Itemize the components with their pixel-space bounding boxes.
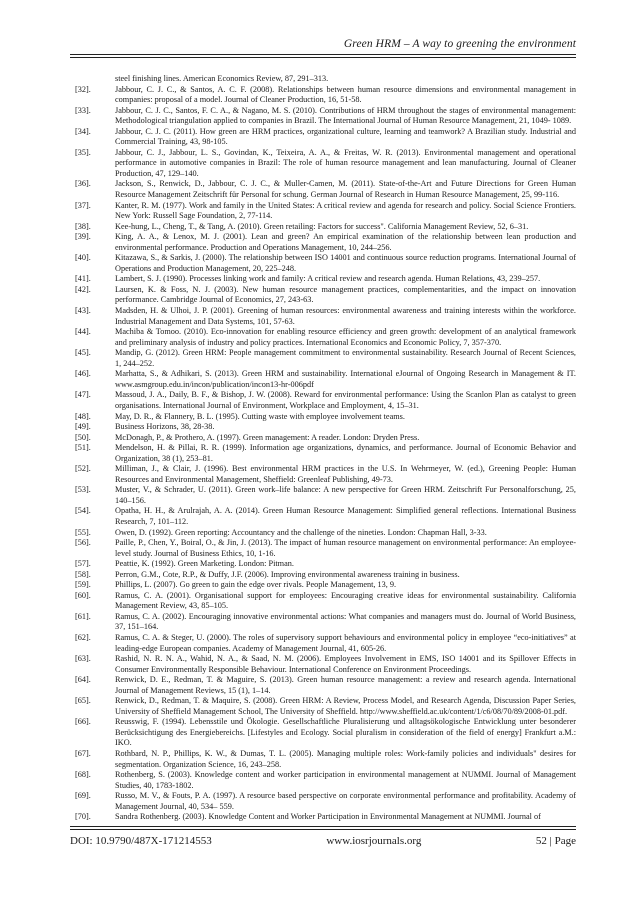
reference-number: [53]. xyxy=(75,485,91,495)
reference-number: [52]. xyxy=(75,464,91,474)
reference-number: [65]. xyxy=(75,696,91,706)
reference-number: [68]. xyxy=(75,770,91,780)
reference-text: Jabbour, C. J. C., Santos, F. C. A., & Nagano, M. S. (2010). Contributions of HRM throughout the stages of environmental management: Methodological triangulation applied to companies in Brazil. The International Journal of Human Resource Management, 21, 1049- 1089. xyxy=(115,105,576,126)
reference-number: [55]. xyxy=(75,527,91,537)
footer-rule xyxy=(70,829,576,830)
reference-item xyxy=(75,633,576,654)
reference-number: [36]. xyxy=(75,179,91,189)
reference-text: Rashid, N. R. N. A., Wahid, N. A., & Saad, N. M. (2006). Employees Involvement in EMS, ISO 14001 and its Spillover Effects in Consumer Environmentally Responsible Behaviour. International Conference on Environment Proceedings. xyxy=(115,654,576,674)
reference-text: Opatha, H. H., & Arulrajah, A. A. (2014). Green Human Resource Management: Simplified general reflections. International Business Research, 7, 101–112. xyxy=(115,506,576,526)
reference-item xyxy=(75,422,576,433)
reference-item xyxy=(75,253,576,274)
reference-item xyxy=(75,285,576,306)
footer-rule-thin xyxy=(70,826,576,827)
reference-number: [49]. xyxy=(75,422,91,432)
reference-text: Lambert, S. J. (1990). Processes linking work and family: A critical review and research agenda. Human Relations, 43, 239–257. xyxy=(115,274,541,284)
reference-number: [54]. xyxy=(75,506,91,516)
reference-text: Laursen, K. & Foss, N. J. (2003). New human resource management practices, complementarities, and the impact on innovation performance. Cambridge Journal of Economics, 27, 243-63. xyxy=(115,284,576,305)
reference-text: Kitazawa, S., & Sarkis, J. (2000). The relationship between ISO 14001 and continuous source reduction programs. International Journal of Operations and Production Management, 20, 225–248. xyxy=(115,253,576,273)
reference-item xyxy=(75,485,576,506)
reference-number: [44]. xyxy=(75,327,91,337)
reference-item xyxy=(75,274,576,285)
reference-item xyxy=(75,791,576,812)
reference-item xyxy=(75,348,576,369)
reference-number: [39]. xyxy=(75,232,91,242)
reference-item xyxy=(75,85,576,106)
reference-text: Paille, P., Chen, Y., Boiral, O., & Jin, J. (2013). The impact of human resource management on environmental performance: An employee-level study. Journal of Business Ethics, 10, 1-16. xyxy=(115,538,576,558)
reference-text: Ramus, C. A. (2002). Encouraging innovative environmental actions: What companies and managers must do. Journal of World Business, 37, 151–164. xyxy=(115,611,576,632)
reference-text: Marhatta, S., & Adhikari, S. (2013). Green HRM and sustainability. International eJournal of Ongoing Research in Management & IT. www.asmgroup.edu.in/incon/publication/incon13-hr-006pdf xyxy=(115,369,576,389)
reference-text: King, A. A., & Lenox, M. J. (2001). Lean and green? An empirical examination of the relationship between lean production and environmental performance. Production and Operations Management, 10, 244–256. xyxy=(115,232,576,252)
reference-text: Peattie, K. (1992). Green Marketing. London: Pitman. xyxy=(115,559,294,569)
reference-item xyxy=(75,106,576,127)
reference-text: Machiba & Tomoo. (2010). Eco-innovation for enabling resource efficiency and green growth: development of an analytical framework and preliminary analysis of industry and policy practices. International Economics and Economic Policy, 7, 357-370. xyxy=(115,327,576,347)
reference-text: Reusswig, F. (1994). Lebensstile und Ökologie. Gesellschaftliche Pluralisierung und alltagsökologische Entwicklung unter besonderer Berücksichtigung des Energiebereichs. [Lifestyles and Ecology. Social pluralism in consideration of the field of energy] Frankfurt a.M.: IKO. xyxy=(115,717,576,748)
reference-item xyxy=(75,127,576,148)
reference-item xyxy=(75,770,576,791)
reference-number: [69]. xyxy=(75,791,91,801)
reference-text: Ramus, C. A. (2001). Organisational support for employees: Encouraging creative ideas for environmental sustainability. California Management Review, 43, 85–105. xyxy=(115,590,576,611)
reference-number: [38]. xyxy=(75,221,91,231)
reference-number: [58]. xyxy=(75,569,91,579)
reference-text: Mendelson, H. & Pillai, R. R. (1999). Information age organizations, dynamics, and performance. Journal of Economic Behavior and Organization, 38 (1), 253–81. xyxy=(115,443,576,463)
reference-item xyxy=(75,369,576,390)
reference-number: [41]. xyxy=(75,274,91,284)
header-rule-thin xyxy=(70,57,576,58)
reference-item xyxy=(75,201,576,222)
reference-number: [56]. xyxy=(75,538,91,548)
reference-number: [67]. xyxy=(75,749,91,758)
reference-text: Muster, V., & Schrader, U. (2011). Green work–life balance: A new perspective for Green HRM. Zeitschrift Fur Personalforschung, 25, 140–156. xyxy=(115,485,576,505)
reference-number: [59]. xyxy=(75,580,91,590)
reference-item xyxy=(75,506,576,527)
reference-text: Rothenberg, S. (2003). Knowledge content and worker participation in environmental management at NUMMI. Journal of Management Studies, 40, 1783-1802. xyxy=(115,770,576,790)
reference-item xyxy=(75,591,576,612)
running-title: Green HRM – A way to greening the environment xyxy=(343,38,576,50)
reference-number: [51]. xyxy=(75,443,91,453)
reference-text: Mandip, G. (2012). Green HRM: People management commitment to environmental sustainability. Research Journal of Recent Sciences, 1, 244–252. xyxy=(115,348,576,368)
reference-item xyxy=(75,433,576,444)
reference-number: [63]. xyxy=(75,654,91,664)
reference-item xyxy=(75,538,576,559)
page-header xyxy=(70,38,576,58)
reference-item xyxy=(75,528,576,539)
reference-number: [60]. xyxy=(75,590,91,600)
reference-text: Kanter, R. M. (1977). Work and family in the United States: A critical review and agenda for research and policy. Social Science Frontiers. New York: Russell Sage Foundation, 2, 77-114. xyxy=(115,200,576,221)
reference-text: Milliman, J., & Clair, J. (1996). Best environmental HRM practices in the U.S. In Wehrmeyer, W. (ed.), Greening People: Human Resources and Environmental Management, Sheffield: Greenleaf Publishing, 49-73. xyxy=(115,464,576,484)
reference-text: Jabbour, C. J., Jabbour, L. S., Govindan, K., Teixeira, A. A., & Freitas, W. R. (2013). Environmental management and operational performance in automotive companies in Brazil: The role of human resource management and lean manufacturing. Journal of Cleaner Production, 47, 129–140. xyxy=(115,147,576,178)
reference-item xyxy=(75,232,576,253)
reference-text: Jabbour, C. J. C., & Santos, A. C. F. (2008). Relationships between human resource dimensions and environmental management in companies: proposal of a model. Journal of Cleaner Production, 16, 51-58. xyxy=(115,84,576,105)
reference-item xyxy=(75,179,576,200)
reference-number: [48]. xyxy=(75,411,91,421)
reference-text: Jackson, S., Renwick, D., Jabbour, C. J. C., & Muller-Camen, M. (2011). State-of-the-Art and Future Directions for Green Human Resource Management Zeitschrift für Personal for schung. German Journal of Research in Human Resource Management, 25, 99-116. xyxy=(115,179,576,200)
reference-number: [35]. xyxy=(75,147,91,157)
reference-number: [42]. xyxy=(75,284,91,294)
reference-text: Ramus, C. A. & Steger, U. (2000). The roles of supervisory support behaviours and environmental policy in employee “eco-initiatives” at leading-edge European companies. Academy of Management Journal, 41, 605-26. xyxy=(115,632,576,653)
reference-text: Massoud, J. A., Daily, B. F., & Bishop, J. W. (2008). Reward for environmental performance: Using the Scanlon Plan as catalyst to green organisations. International Journal of Environment, Workplace and Employment, 4, 15–31. xyxy=(115,390,576,410)
reference-text: Kee-hung, L., Cheng, T., & Tang, A. (2010). Green retailing: Factors for success". California Management Review, 52, 6–31. xyxy=(115,221,529,231)
reference-item xyxy=(75,148,576,180)
reference-item xyxy=(75,306,576,327)
reference-number: [47]. xyxy=(75,390,91,400)
reference-text: May, D. R., & Flannery, B. L. (1995). Cutting waste with employee involvement teams. xyxy=(115,411,405,421)
reference-number: [45]. xyxy=(75,348,91,358)
reference-number: [50]. xyxy=(75,432,91,442)
reference-text: steel finishing lines. American Economics Review, 87, 291–313. xyxy=(115,74,329,83)
reference-text: Jabbour, C. J. C. (2011). How green are HRM practices, organizational culture, learning and teamwork? A Brazilian study. Industrial and Commercial Training, 43, 98-105. xyxy=(115,126,576,147)
reference-item xyxy=(75,74,576,85)
reference-item xyxy=(75,675,576,696)
reference-item xyxy=(75,222,576,233)
reference-number: [37]. xyxy=(75,200,91,210)
reference-text: Sandra Rothenberg. (2003). Knowledge Content and Worker Participation in Environmental Management at NUMMI. Journal of xyxy=(115,812,541,822)
page-footer xyxy=(70,826,576,847)
reference-item xyxy=(75,749,576,770)
reference-number xyxy=(75,74,115,85)
reference-item xyxy=(75,412,576,423)
reference-text: Renwick, D. E., Redman, T. & Maguire, S. (2013). Green human resource management: a review and research agenda. International Journal of Management Reviews, 15 (1), 1–14. xyxy=(115,675,576,695)
reference-list xyxy=(75,74,576,823)
reference-item xyxy=(75,612,576,633)
reference-number: [40]. xyxy=(75,253,91,263)
reference-text: Phillips, L. (2007). Go green to gain the edge over rivals. People Management, 13, 9. xyxy=(115,580,397,590)
reference-text: Renwick, D., Redman, T. & Maquire, S. (2008). Green HRM: A Review, Process Model, and Research Agenda, Discussion Paper Series, University of Sheffield Management School, The University of Sheffield. http://www.sheffield.ac.uk/content/1/c6/08/70/89/2008-01.pdf. xyxy=(115,696,576,716)
reference-item xyxy=(75,696,576,717)
footer-doi: DOI: 10.9790/487X-171214553 xyxy=(70,835,212,847)
reference-text: Perron, G.M., Cote, R.P., & Duffy, J.F. (2006). Improving environmental awareness training in business. xyxy=(115,569,460,579)
reference-number: [33]. xyxy=(75,105,91,115)
reference-item xyxy=(75,327,576,348)
reference-item xyxy=(75,654,576,675)
reference-item xyxy=(75,812,576,823)
reference-number: [34]. xyxy=(75,126,91,136)
reference-text: Russo, M. V., & Fouts, P. A. (1997). A resource based perspective on corporate environmental performance and profitability. Academy of Management Journal, 40, 534– 559. xyxy=(115,791,576,811)
reference-item xyxy=(75,717,576,749)
reference-number: [61]. xyxy=(75,611,91,621)
reference-number: [32]. xyxy=(75,84,91,94)
reference-number: [66]. xyxy=(75,717,91,727)
reference-item xyxy=(75,443,576,464)
reference-item xyxy=(75,390,576,411)
reference-number: [62]. xyxy=(75,632,91,642)
footer-page-number: 52 | Page xyxy=(535,835,576,847)
reference-number: [57]. xyxy=(75,559,91,569)
reference-item xyxy=(75,580,576,591)
reference-item xyxy=(75,464,576,485)
reference-number: [46]. xyxy=(75,369,91,379)
reference-item xyxy=(75,559,576,570)
reference-text: McDonagh, P., & Prothero, A. (1997). Green management: A reader. London: Dryden Press. xyxy=(115,432,420,442)
reference-number: [70]. xyxy=(75,812,91,822)
reference-number: [64]. xyxy=(75,675,91,685)
footer-website: www.iosrjournals.org xyxy=(326,835,422,847)
reference-text: Madsden, H. & Ulhoi, J. P. (2001). Greening of human resources: environmental awareness and training interests within the workforce. Industrial Management and Data Systems, 101, 57-63. xyxy=(115,306,576,326)
reference-text: Rothbard, N. P., Phillips, K. W., & Dumas, T. L. (2005). Managing multiple roles: Work-family policies and individuals" desires for segmentation. Organization Science, 16, 243–258. xyxy=(115,749,576,769)
reference-item xyxy=(75,570,576,581)
reference-text: Owen, D. (1992). Green reporting: Accountancy and the challenge of the nineties. London: Chapman Hall, 3-33. xyxy=(115,527,487,537)
reference-number: [43]. xyxy=(75,306,91,316)
reference-text: Business Horizons, 38, 28-38. xyxy=(115,422,215,432)
header-rule xyxy=(70,54,576,55)
